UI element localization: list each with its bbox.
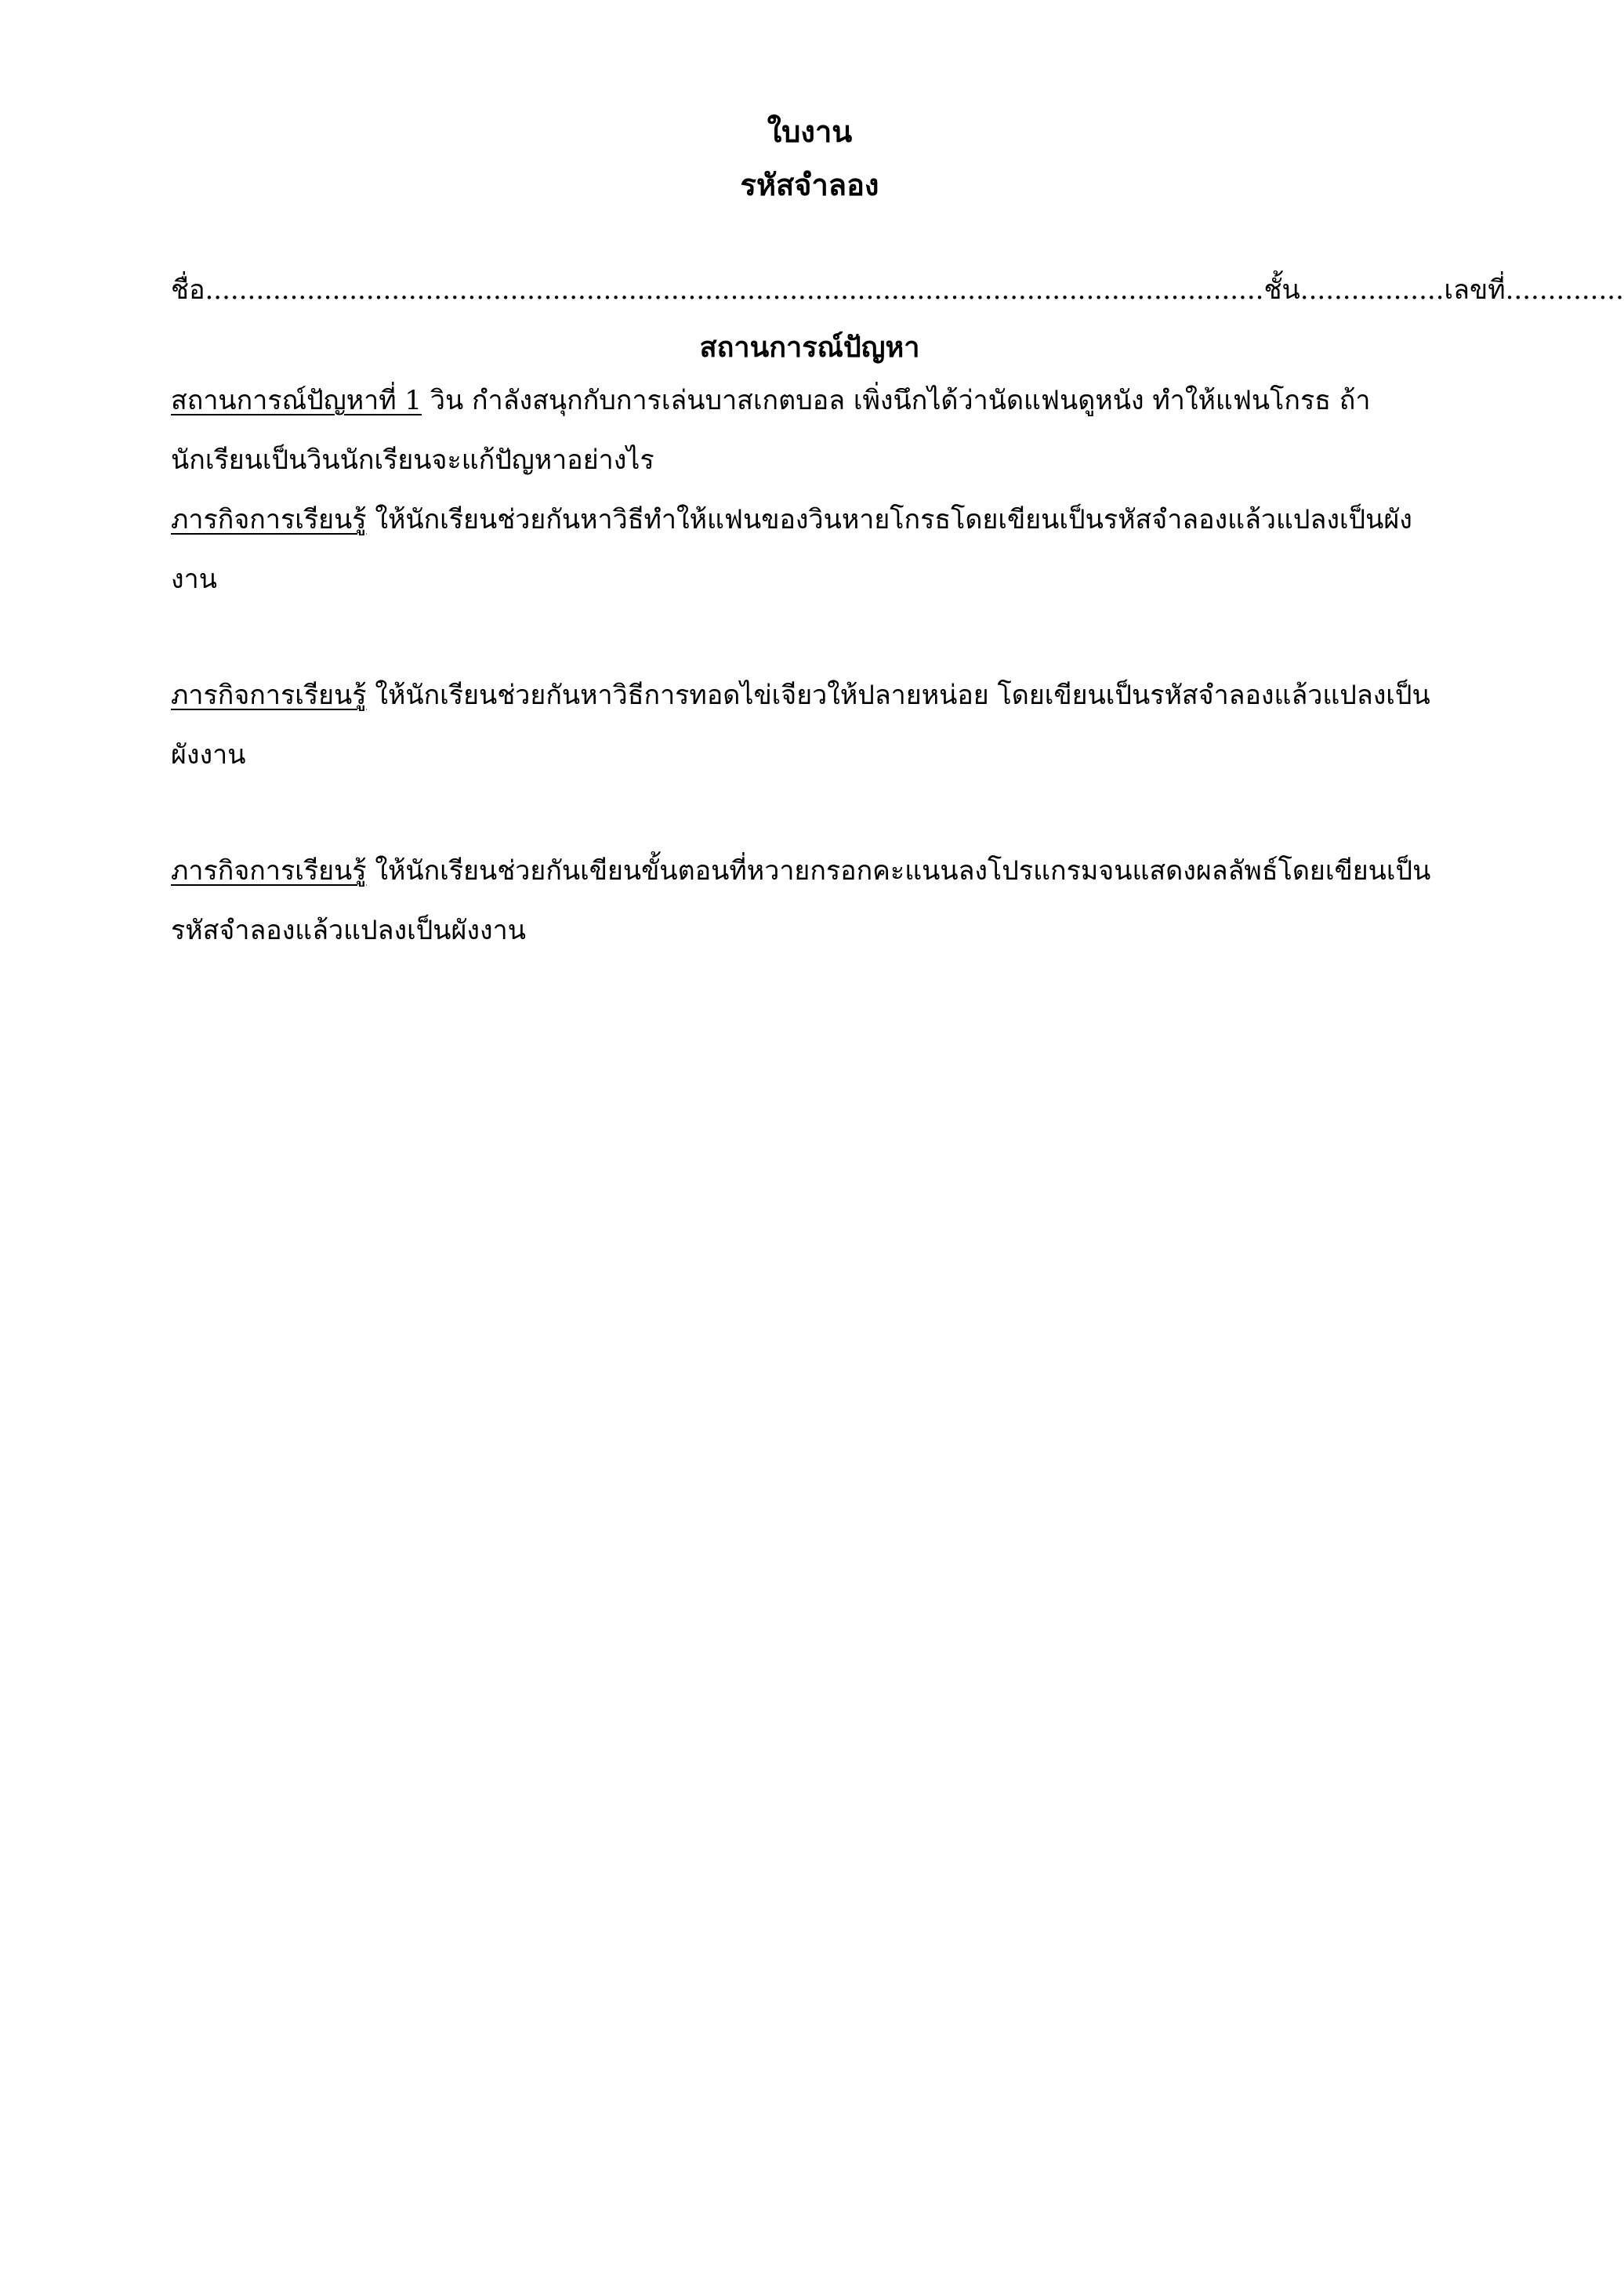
worksheet-title: ใบงาน [767, 114, 853, 149]
task-label: ภารกิจการเรียนรู้ [171, 504, 367, 535]
task-text: ให้นักเรียนช่วยกันหาวิธีทำให้แฟนของวินหายโกรธโดยเขียนเป็นรหัสจำลองแล้วแปลงเป็นผังงาน [171, 504, 1412, 595]
student-info-line: ชื่อ.............................................................................................................................ชั้น.................เลขที่.............. [171, 274, 1624, 306]
worksheet-page [171, 106, 1624, 960]
task-text: ให้นักเรียนช่วยกันเขียนขั้นตอนที่หวายกรอกคะแนนลงโปรแกรมจนแสดงผลลัพธ์โดยเขียนเป็นรหัสจำลองแล้วแปลงเป็นผังงาน [171, 855, 1431, 946]
problem-label: สถานการณ์ปัญหาที่ 1 [171, 385, 422, 416]
worksheet-subtitle: รหัสจำลอง [740, 167, 879, 202]
task-text: ให้นักเรียนช่วยกันหาวิธีการทอดไข่เจียวให้ปลายหน่อย โดยเขียนเป็นรหัสจำลองแล้วแปลงเป็นผังงาน [171, 680, 1430, 771]
problem-paragraph [171, 371, 1448, 490]
task-label: ภารกิจการเรียนรู้ [171, 855, 367, 887]
problem-text: วิน กำลังสนุกกับการเล่นบาสเกตบอล เพิ่งนึกได้ว่านัดแฟนดูหนัง ทำให้แฟนโกรธ ถ้านักเรียนเป็นวินนักเรียนจะแก้ปัญหาอย่างไร [171, 385, 1371, 476]
task-paragraph-3 [171, 841, 1448, 960]
section-heading: สถานการณ์ปัญหา [699, 331, 920, 364]
task-paragraph-1 [171, 490, 1448, 609]
task-label: ภารกิจการเรียนรู้ [171, 680, 367, 711]
task-paragraph-2 [171, 666, 1448, 785]
